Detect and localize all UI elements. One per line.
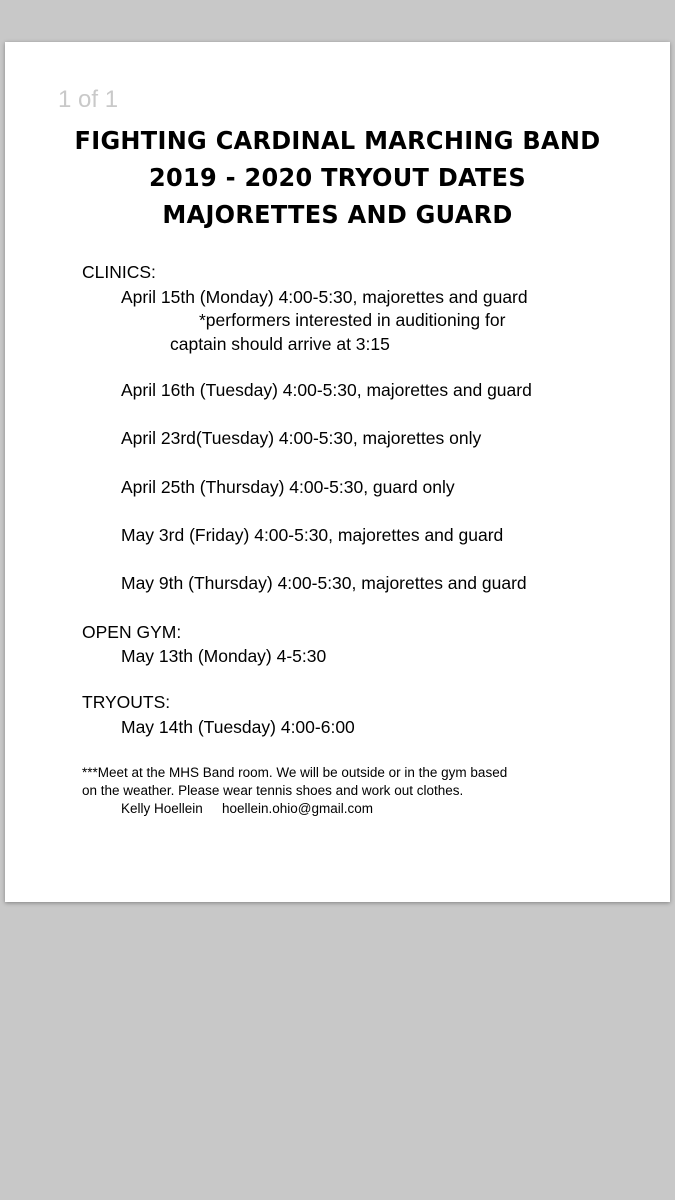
document-page <box>5 42 670 902</box>
tryouts-item: May 14th (Tuesday) 4:00-6:00 <box>121 717 355 737</box>
open-gym-heading: OPEN GYM: <box>82 622 182 642</box>
clinic-note-line-1: *performers interested in auditioning for <box>199 310 506 330</box>
footer-note-line-1: ***Meet at the MHS Band room. We will be outside or in the gym based <box>82 765 508 780</box>
page-counter: 1 of 1 <box>58 86 119 113</box>
title-line-1: FIGHTING CARDINAL MARCHING BAND <box>74 126 601 155</box>
clinic-item-3: April 23rd(Tuesday) 4:00-5:30, majorettes only <box>121 428 482 448</box>
clinics-heading: CLINICS: <box>82 262 156 282</box>
contact-name: Kelly Hoellein <box>121 801 203 816</box>
clinic-item-2: April 16th (Tuesday) 4:00-5:30, majorettes and guard <box>121 380 532 400</box>
clinic-item-5: May 3rd (Friday) 4:00-5:30, majorettes and guard <box>121 525 504 545</box>
clinic-note-line-2: captain should arrive at 3:15 <box>170 334 390 354</box>
footer-note-line-2: on the weather. Please wear tennis shoes and work out clothes. <box>82 783 464 798</box>
title-line-2: 2019 - 2020 TRYOUT DATES <box>149 163 526 192</box>
document-title <box>5 122 670 233</box>
clinic-item-1: April 15th (Monday) 4:00-5:30, majorettes and guard <box>121 287 528 307</box>
contact-email: hoellein.ohio@gmail.com <box>222 801 374 816</box>
title-line-3: MAJORETTES AND GUARD <box>162 200 513 229</box>
clinic-item-4: April 25th (Thursday) 4:00-5:30, guard only <box>121 477 455 497</box>
clinic-item-6: May 9th (Thursday) 4:00-5:30, majorettes and guard <box>121 573 527 593</box>
open-gym-item: May 13th (Monday) 4-5:30 <box>121 646 327 666</box>
tryouts-heading: TRYOUTS: <box>82 692 171 712</box>
